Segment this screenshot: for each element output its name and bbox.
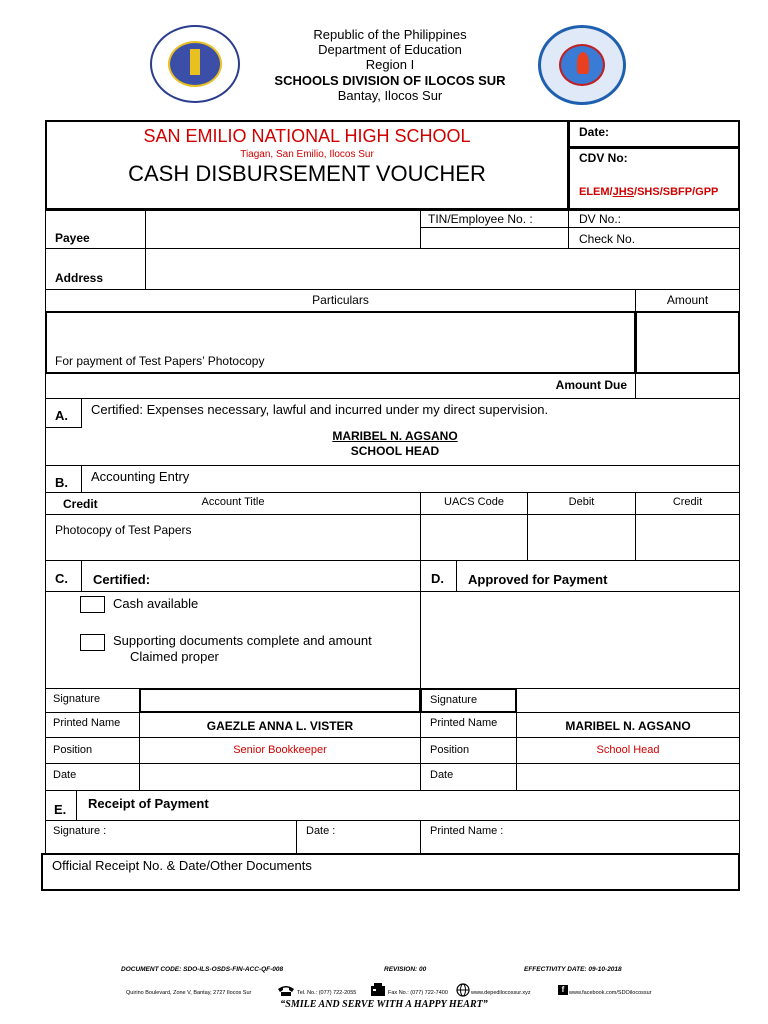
section-e-letter: E. — [54, 802, 67, 817]
col-credit-label: Credit — [672, 496, 703, 508]
school-name: SAN EMILIO NATIONAL HIGH SCHOOL — [143, 126, 471, 146]
fund-elem: ELEM/ — [579, 186, 613, 198]
seal-flame-icon — [577, 52, 589, 74]
amount-body — [635, 311, 740, 374]
section-c-letter: C. — [55, 571, 68, 586]
d-position-label: Position — [430, 744, 470, 756]
cash-available-label: Cash available — [113, 596, 199, 611]
c-signature-label: Signature — [53, 693, 101, 705]
fund-rest: /SHS/SBFP/GPP — [634, 186, 719, 198]
footer-address: Quirino Boulevard, Zone V, Bantay, 2727 Ilocos Sur — [126, 990, 252, 996]
footer-website: www.depedilocossur.xyz — [471, 990, 531, 996]
c-position-value: Senior Bookkeeper — [233, 744, 327, 756]
deped-seal-right — [538, 25, 626, 105]
c-printed-label: Printed Name — [53, 717, 121, 729]
documents-complete-checkbox[interactable] — [80, 634, 105, 651]
claimed-proper-label: Claimed proper — [130, 649, 219, 664]
section-e-label: Receipt of Payment — [88, 796, 209, 811]
row-account-cell — [45, 514, 421, 561]
document-code: DOCUMENT CODE: SDO-ILS-OSDS-FIN-ACC-QF-008 — [121, 966, 284, 973]
documents-complete-label: Supporting documents complete and amount — [113, 633, 372, 648]
section-a-letter: A. — [55, 408, 68, 423]
footer-motto: “SMILE AND SERVE WITH A HAPPY HEART” — [280, 999, 488, 1010]
effectivity-date: EFFECTIVITY DATE: 09-10-2018 — [524, 966, 622, 973]
row-credit-cell — [635, 514, 740, 561]
tin-label: TIN/Employee No. : — [428, 212, 533, 226]
telephone-icon — [276, 983, 296, 997]
header-republic: Republic of the Philippines — [313, 27, 467, 42]
header-location: Bantay, Ilocos Sur — [337, 88, 443, 103]
payment-description: For payment of Test Papers’ Photocopy — [55, 354, 265, 368]
header-region: Region I — [365, 57, 415, 72]
facebook-icon: f — [558, 985, 568, 995]
check-label: Check No. — [579, 232, 636, 246]
revision: REVISION: 00 — [384, 966, 427, 973]
section-b-label: Accounting Entry — [91, 469, 190, 484]
dv-label: DV No.: — [579, 212, 622, 226]
e-date-label: Date : — [306, 825, 336, 837]
section-d-body — [420, 591, 740, 689]
c-position-label: Position — [53, 744, 93, 756]
d-date-value-cell — [516, 763, 740, 791]
section-a-name: MARIBEL N. AGSANO — [332, 429, 458, 443]
c-signature-value-cell — [139, 688, 421, 713]
fund-codes — [579, 186, 718, 198]
footer-fax: Fax No.: (077) 722-7400 — [388, 990, 448, 996]
c-date-value-cell — [139, 763, 421, 791]
col-debit-label: Debit — [568, 496, 595, 508]
col-account-label: Account Title — [201, 496, 265, 508]
d-date-label: Date — [430, 769, 454, 781]
header-deped: Department of Education — [318, 42, 462, 57]
tin-value-cell — [420, 227, 569, 249]
c-date-label: Date — [53, 769, 77, 781]
school-address: Tiagan, San Emilio, Ilocos Sur — [240, 149, 374, 160]
section-c-label: Certified: — [93, 572, 151, 587]
credit-side-label: Credit — [63, 497, 98, 511]
section-a-statement: Certified: Expenses necessary, lawful and incurred under my direct supervision. — [91, 402, 549, 417]
address-label: Address — [55, 271, 104, 285]
deped-seal-left — [150, 25, 240, 103]
particulars-header: Particulars — [312, 293, 369, 307]
row-uacs-cell — [420, 514, 528, 561]
amount-due-value-cell — [635, 373, 740, 399]
date-label: Date: — [579, 125, 610, 139]
e-printed-label: Printed Name : — [430, 825, 504, 837]
d-printed-name: MARIBEL N. AGSANO — [565, 719, 691, 733]
d-signature-value-cell — [516, 688, 740, 713]
d-printed-label: Printed Name — [430, 717, 498, 729]
col-uacs-label: UACS Code — [444, 496, 504, 508]
section-d-letter: D. — [431, 571, 444, 586]
address-value-cell — [145, 248, 740, 290]
section-b-letter: B. — [55, 475, 68, 490]
d-signature-label: Signature — [430, 694, 478, 706]
amount-header: Amount — [666, 293, 709, 307]
official-receipt-label: Official Receipt No. & Date/Other Documents — [52, 858, 312, 873]
voucher-title: CASH DISBURSEMENT VOUCHER — [128, 161, 486, 186]
fax-icon — [370, 983, 386, 997]
globe-icon — [456, 983, 470, 997]
row-debit-cell — [527, 514, 636, 561]
e-signature-label: Signature : — [53, 825, 107, 837]
seal-torch-icon — [190, 49, 200, 75]
c-printed-name: GAEZLE ANNA L. VISTER — [206, 719, 354, 733]
cdv-label: CDV No: — [579, 151, 628, 165]
payee-label: Payee — [55, 231, 90, 245]
fund-jhs: JHS — [612, 186, 635, 198]
row-account-title: Photocopy of Test Papers — [55, 523, 192, 537]
amount-due-label: Amount Due — [555, 378, 627, 392]
header-division: SCHOOLS DIVISION OF ILOCOS SUR — [274, 73, 506, 88]
payee-value-cell — [145, 210, 421, 249]
footer-tel: Tel. No.: (077) 722-2055 — [297, 990, 357, 996]
footer-facebook: www.facebook.com/SDOilocossur — [569, 990, 652, 996]
cash-available-checkbox[interactable] — [80, 596, 105, 613]
section-d-label: Approved for Payment — [468, 572, 608, 587]
d-position-value: School Head — [596, 744, 660, 756]
section-a-title: SCHOOL HEAD — [350, 444, 440, 458]
